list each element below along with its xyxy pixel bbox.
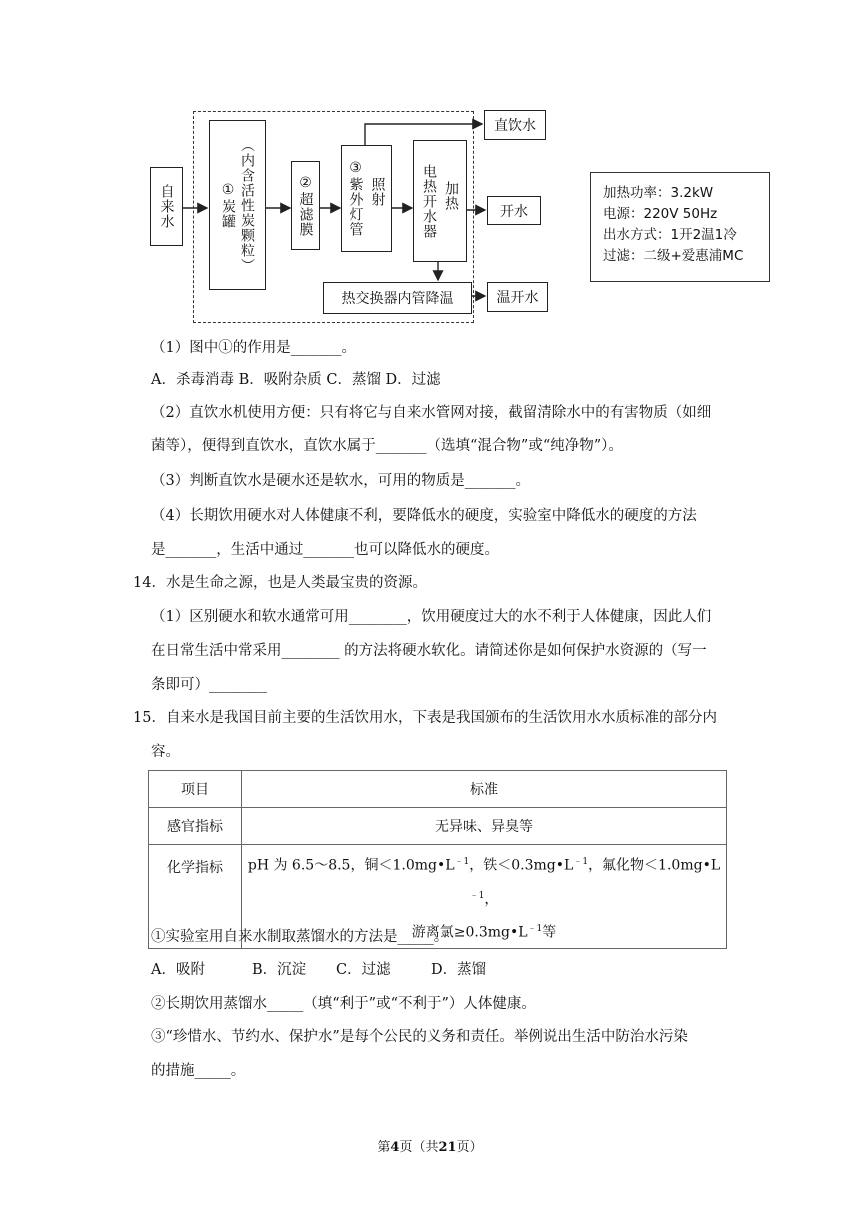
q13-part4-line1: （4）长期饮用硬水对人体健康不利，要降低水的硬度，实验室中降低水的硬度的方法 bbox=[151, 508, 697, 524]
carbon-tank-label: ①炭罐 bbox=[220, 181, 236, 229]
page-footer: 第4页（共21页） bbox=[377, 1140, 483, 1155]
row1-standard: 无异味、异臭等 bbox=[242, 808, 727, 845]
q15-stem-line1: 15．自来水是我国目前主要的生活饮用水，下表是我国颁布的生活饮用水水质标准的部分内 bbox=[133, 710, 717, 726]
q13-part2-line1: （2）直饮水机使用方便：只有将它与自来水管网对接，截留清除水中的有害物质（如细 bbox=[151, 405, 712, 421]
direct-drink-label: 直饮水 bbox=[494, 118, 536, 134]
row2-item: 化学指标 bbox=[149, 845, 242, 949]
row2-standard-line1: pH 为 6.5～8.5，铜$<1.0mg•L^{﹣1}$，铁$<0.3mg•L^{﹣1}$，氟化物$<1.0mg•L^{﹣1}$， bbox=[247, 857, 721, 908]
uv-lamp-box bbox=[341, 145, 392, 252]
q15-sub1: ①实验室用自来水制取蒸馏水的方法是_____。 bbox=[151, 929, 449, 945]
water-standard-table bbox=[148, 770, 727, 949]
header-standard: 标准 bbox=[242, 771, 727, 808]
q14-line1: （1）区别硬水和软水通常可用________，饮用硬度过大的水不利于人体健康，因此人们 bbox=[151, 609, 712, 625]
warm-water-label: 温开水 bbox=[496, 290, 539, 306]
heater-label: 电热开水器 bbox=[421, 163, 437, 239]
q13-part3: （3）判断直饮水是硬水还是软水，可用的物质是_______。 bbox=[151, 473, 530, 489]
ultrafilter-label: ②超滤膜 bbox=[297, 174, 314, 237]
spec-power: 加热功率：3.2kW bbox=[603, 185, 714, 201]
heater-box bbox=[413, 140, 467, 262]
q13-part1: （1）图中①的作用是_______。 bbox=[151, 340, 356, 356]
q15-sub2: ②长期饮用蒸馏水_____（填“利于”或“不利于”）人体健康。 bbox=[151, 996, 536, 1012]
ultrafilter-box bbox=[291, 161, 320, 250]
uv-irradiate-label: 照射 bbox=[369, 176, 386, 207]
spec-outlet: 出水方式：1开2温1冷 bbox=[603, 227, 737, 243]
heat-exchanger-label: 热交换器内管降温 bbox=[341, 291, 454, 307]
q14-stem: 14．水是生命之源，也是人类最宝贵的资源。 bbox=[133, 575, 427, 591]
direct-drink-box bbox=[484, 110, 546, 140]
heat-label: 加热 bbox=[443, 181, 459, 211]
boiled-water-box bbox=[487, 196, 541, 225]
tap-water-label: 自来水 bbox=[158, 184, 175, 229]
q15-sub3-line1: ③“珍惜水、节约水、保护水”是每个公民的义务和责任。举例说出生活中防治水污染 bbox=[151, 1029, 688, 1045]
spec-filter: 过滤：二级+爱惠浦MC bbox=[603, 248, 744, 264]
q15-sub1-option-a: A．吸附 bbox=[151, 962, 205, 978]
q14-line3: 条即可）________ bbox=[151, 677, 267, 693]
warm-water-box bbox=[487, 282, 548, 312]
row1-item: 感官指标 bbox=[149, 808, 242, 845]
q13-part2-line2: 菌等），便得到直饮水，直饮水属于_______（选填“混合物”或“纯净物”）。 bbox=[151, 438, 623, 454]
q15-stem-line2: 容。 bbox=[151, 744, 180, 760]
current-page: 4 bbox=[390, 1140, 400, 1155]
spec-source: 电源：220V 50Hz bbox=[603, 206, 718, 222]
header-item: 项目 bbox=[149, 771, 242, 808]
q13-part1-options: A．杀毒消毒 B．吸附杂质 C．蒸馏 D．过滤 bbox=[151, 372, 441, 388]
boiled-water-label: 开水 bbox=[500, 203, 528, 220]
q14-line2: 在日常生活中常采用________ 的方法将硬水软化。请简述你是如何保护水资源的（写一 bbox=[151, 643, 707, 659]
tap-water-box bbox=[150, 167, 183, 246]
heat-exchanger-box bbox=[323, 282, 472, 314]
table-row bbox=[149, 808, 727, 845]
q15-sub1-option-b: B．沉淀 bbox=[252, 962, 307, 978]
carbon-tank-box bbox=[209, 120, 266, 290]
table-header-row bbox=[149, 771, 727, 808]
q15-sub1-option-d: D．蒸馏 bbox=[431, 962, 487, 978]
carbon-tank-note: （内含活性炭颗粒） bbox=[239, 137, 255, 273]
uv-lamp-label: ③紫外灯管 bbox=[347, 160, 364, 237]
total-pages: 21 bbox=[438, 1140, 457, 1155]
q13-part4-line2: 是_______，生活中通过_______也可以降低水的硬度。 bbox=[151, 542, 499, 558]
row2-standard-line2: 游离氯$\ge 0.3mg•L^{﹣1}$等 bbox=[411, 924, 557, 941]
spec-box bbox=[590, 172, 770, 282]
q15-sub1-option-c: C．过滤 bbox=[336, 962, 391, 978]
q15-sub3-line2: 的措施_____。 bbox=[151, 1063, 246, 1079]
